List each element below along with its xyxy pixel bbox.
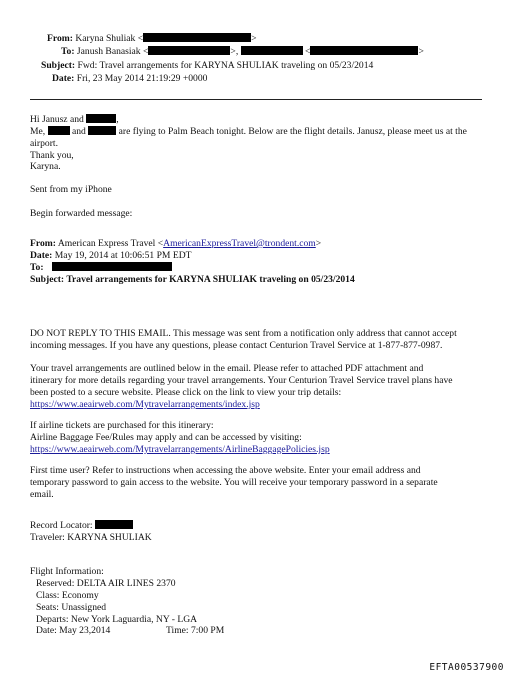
redaction-block bbox=[95, 520, 133, 529]
tickets-line-2: Airline Baggage Fee/Rules may apply and can be accessed by visiting: bbox=[30, 432, 302, 443]
header-from-after: > bbox=[251, 33, 257, 44]
header-from-line bbox=[47, 33, 257, 45]
redaction-block bbox=[52, 262, 172, 271]
redaction-block bbox=[143, 33, 251, 42]
first-time-line-1: First time user? Refer to instructions when accessing the above website. Enter your email address and bbox=[30, 465, 421, 476]
baggage-policy-link[interactable]: https://www.aeairweb.com/Mytravelarrangements/AirlineBaggagePolicies.jsp bbox=[30, 444, 330, 455]
redaction-block bbox=[88, 126, 116, 135]
fwd-from-label: From: bbox=[30, 238, 56, 249]
flight-seats: Seats: Unassigned bbox=[36, 602, 107, 613]
arrangements-line-1: Your travel arrangements are outlined below in the email. Please refer to attached PDF attachment and bbox=[30, 363, 424, 374]
fwd-to-label: To: bbox=[30, 262, 44, 273]
flight-date: Date: May 23,2014 bbox=[36, 625, 111, 636]
flight-time: Time: 7:00 PM bbox=[166, 625, 225, 636]
redaction-block bbox=[148, 46, 230, 55]
tickets-line-1: If airline tickets are purchased for this itinerary: bbox=[30, 420, 214, 431]
header-subject-value: Fwd: Travel arrangements for KARYNA SHULIAK traveling on 05/23/2014 bbox=[77, 60, 374, 71]
body-text: Me, bbox=[30, 126, 46, 137]
header-date-line bbox=[52, 73, 207, 85]
notice-line-1: DO NOT REPLY TO THIS EMAIL. This message was sent from a notification only address that cannot accept bbox=[30, 328, 457, 339]
fwd-subject-label: Subject: bbox=[30, 274, 65, 285]
header-date-label: Date: bbox=[52, 73, 75, 84]
bates-number: EFTA00537900 bbox=[429, 662, 504, 673]
fwd-from-value: American Express Travel < bbox=[57, 238, 164, 249]
redaction-block bbox=[86, 114, 119, 125]
header-subject-line bbox=[41, 60, 373, 72]
header-to-sep: < bbox=[305, 46, 311, 57]
header-to-after: > bbox=[418, 46, 424, 57]
redaction-block bbox=[310, 46, 418, 55]
notice-line-2: incoming messages. If you have any questions, please contact Centurion Travel Service at 1-877-877-0987. bbox=[30, 340, 443, 351]
fwd-subject-value: Travel arrangements for KARYNA SHULIAK traveling on 05/23/2014 bbox=[66, 274, 355, 285]
fwd-from-after: > bbox=[315, 238, 322, 249]
flight-class: Class: Economy bbox=[36, 590, 99, 601]
record-locator-label: Record Locator: bbox=[30, 520, 93, 531]
first-time-line-2: temporary password to gain access to the website. You will receive your temporary password in a separate bbox=[30, 477, 438, 488]
header-date-value: Fri, 23 May 2014 21:19:29 +0000 bbox=[76, 73, 208, 84]
fwd-to-line bbox=[30, 262, 172, 274]
arrangements-line-3: been posted to a secure website. Please click on the link to view your trip details: bbox=[30, 387, 342, 398]
thanks-line: Thank you, bbox=[30, 150, 74, 161]
redaction-block bbox=[48, 126, 70, 135]
fwd-date-value: May 19, 2014 at 10:06:51 PM EDT bbox=[54, 250, 192, 261]
record-locator-line bbox=[30, 520, 133, 532]
first-time-line-3: email. bbox=[30, 489, 54, 500]
header-from-label: From: bbox=[47, 33, 73, 44]
body-text: and bbox=[72, 126, 86, 137]
greeting-text: Hi Janusz and bbox=[30, 114, 84, 125]
flight-reserved: Reserved: DELTA AIR LINES 2370 bbox=[36, 578, 176, 589]
header-to-sep: >, bbox=[230, 46, 239, 57]
header-to-value: Janush Banasiak < bbox=[76, 46, 149, 57]
fwd-from-email-link[interactable]: AmericanExpressTravel@trondent.com bbox=[163, 238, 316, 249]
body-text: are flying to Palm Beach tonight. Below are the flight details. Janusz, please meet us at the bbox=[118, 126, 467, 137]
fwd-date-label: Date: bbox=[30, 250, 53, 261]
header-to-label: To: bbox=[61, 46, 75, 57]
fwd-from-line bbox=[30, 238, 321, 250]
header-divider bbox=[30, 99, 482, 100]
header-from-value: Karyna Shuliak < bbox=[75, 33, 144, 44]
redaction-block bbox=[241, 46, 303, 55]
flight-heading: Flight Information: bbox=[30, 566, 104, 577]
sent-from-line: Sent from my iPhone bbox=[30, 184, 112, 195]
greeting-line bbox=[30, 114, 119, 126]
traveler-line: Traveler: KARYNA SHULIAK bbox=[30, 532, 152, 543]
fwd-subject-line bbox=[30, 274, 355, 286]
body-line-2 bbox=[30, 126, 467, 138]
arrangements-line-2: itinerary for more details regarding your travel arrangements. Your Centurion Travel Service travel plans have bbox=[30, 375, 453, 386]
body-line-3: airport. bbox=[30, 138, 58, 149]
header-to-line bbox=[61, 46, 424, 58]
fwd-date-line bbox=[30, 250, 192, 262]
greeting-comma: , bbox=[116, 114, 119, 125]
begin-forwarded-line: Begin forwarded message: bbox=[30, 208, 133, 219]
header-subject-label: Subject: bbox=[41, 60, 76, 71]
trip-details-link[interactable]: https://www.aeairweb.com/Mytravelarrangements/index.jsp bbox=[30, 399, 260, 410]
flight-departs: Departs: New York Laguardia, NY - LGA bbox=[36, 614, 198, 625]
signoff-line: Karyna. bbox=[30, 161, 61, 172]
